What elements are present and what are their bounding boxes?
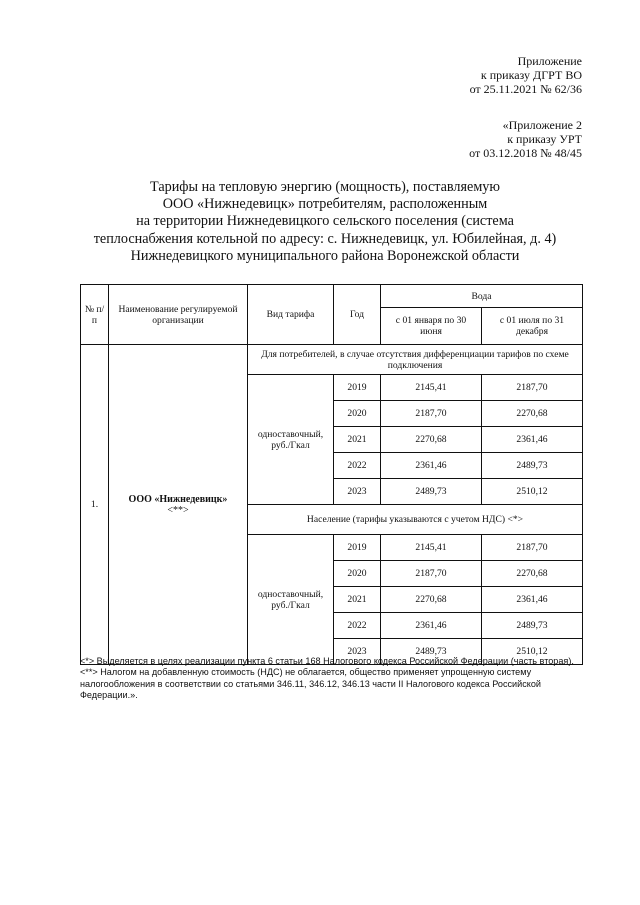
year-cell: 2021 [334, 427, 381, 453]
header-period1: с 01 января по 30 июня [381, 308, 482, 345]
tariff-type: одноставочный, руб./Гкал [248, 375, 334, 505]
year-cell: 2023 [334, 479, 381, 505]
tariff-period2-cell: 2510,12 [482, 479, 583, 505]
year-cell: 2020 [334, 401, 381, 427]
year-cell: 2021 [334, 587, 381, 613]
tariff-period2-cell: 2361,46 [482, 587, 583, 613]
tariff-period2-cell: 2361,46 [482, 427, 583, 453]
tariff-period1-cell: 2187,70 [381, 561, 482, 587]
header-year: Год [334, 285, 381, 345]
tariff-period1-cell: 2145,41 [381, 535, 482, 561]
header-num: № п/п [81, 285, 109, 345]
tariff-period2-cell: 2510,12 [482, 639, 583, 665]
tariff-period2-cell: 2187,70 [482, 535, 583, 561]
title-line: Тарифы на тепловую энергию (мощность), поставляемую [150, 179, 500, 195]
appendix-header [470, 54, 582, 96]
title-line: теплоснабжения котельной по адресу: с. Нижнедевицк, ул. Юбилейная, д. 4) [93, 230, 557, 247]
footnote-vat-included: <*> Выделяется в целях реализации пункта 6 статьи 168 Налогового кодекса Российской Федерации (часть вторая). [80, 656, 574, 666]
tariff-period2-cell: 2489,73 [482, 453, 583, 479]
title-line: Нижнедевицкого муниципального района Воронежской области [130, 247, 520, 264]
section-title-row [81, 345, 583, 375]
tariff-period1-cell: 2489,73 [381, 479, 482, 505]
header-org: Наименование регулируемой организации [109, 285, 248, 345]
section-title: Население (тарифы указываются с учетом НДС) <*> [248, 505, 583, 535]
tariff-period1-cell: 2270,68 [381, 427, 482, 453]
footnotes [80, 656, 590, 702]
appendix-old-header [469, 118, 582, 160]
tariff-period1-cell: 2145,41 [381, 375, 482, 401]
tariff-period2-cell: 2489,73 [482, 613, 583, 639]
appendix-old-line: «Приложение 2 [502, 118, 582, 132]
appendix-line: к приказу ДГРТ ВО [480, 68, 582, 82]
tariff-period2-cell: 2187,70 [482, 375, 583, 401]
organization-note: <**> [167, 504, 189, 516]
footnote-vat-exempt: <**> Налогом на добавленную стоимость (НДС) не облагается, общество применяет упрощенную систему налогообложения в соответствии со статьями 346.11, 346.12, 346.13 части II Налогового кодекса Российской Федерации.». [80, 667, 541, 701]
tariff-period2-cell: 2270,68 [482, 561, 583, 587]
header-period2: с 01 июля по 31 декабря [482, 308, 583, 345]
year-cell: 2022 [334, 613, 381, 639]
title-line: на территории Нижнедевицкого сельского поселения (система [136, 213, 514, 230]
appendix-line: от 25.11.2021 № 62/36 [469, 82, 582, 96]
tariff-period2-cell: 2270,68 [482, 401, 583, 427]
section-title: Для потребителей, в случае отсутствия дифференциации тарифов по схеме подключения [248, 345, 583, 375]
year-cell: 2020 [334, 561, 381, 587]
header-water: Вода [381, 285, 583, 308]
tariff-period1-cell: 2361,46 [381, 453, 482, 479]
appendix-old-line: к приказу УРТ [507, 132, 582, 146]
tariff-period1-cell: 2489,73 [381, 639, 482, 665]
tariff-table [80, 284, 583, 665]
appendix-line: Приложение [517, 54, 582, 68]
year-cell: 2019 [334, 535, 381, 561]
appendix-old-line: от 03.12.2018 № 48/45 [469, 146, 582, 160]
row-number: 1. [81, 345, 109, 665]
year-cell: 2022 [334, 453, 381, 479]
title-line: ООО «Нижнедевицк» потребителям, расположенным [162, 196, 488, 213]
document-title [60, 179, 590, 265]
header-type: Вид тарифа [248, 285, 334, 345]
tariff-period1-cell: 2361,46 [381, 613, 482, 639]
tariff-type: одноставочный, руб./Гкал [248, 535, 334, 665]
tariff-period1-cell: 2187,70 [381, 401, 482, 427]
table-header-row [81, 285, 583, 308]
organization-cell [109, 345, 248, 665]
tariff-period1-cell: 2270,68 [381, 587, 482, 613]
organization-name: ООО «Нижнедевицк» [128, 493, 228, 505]
year-cell: 2023 [334, 639, 381, 665]
year-cell: 2019 [334, 375, 381, 401]
